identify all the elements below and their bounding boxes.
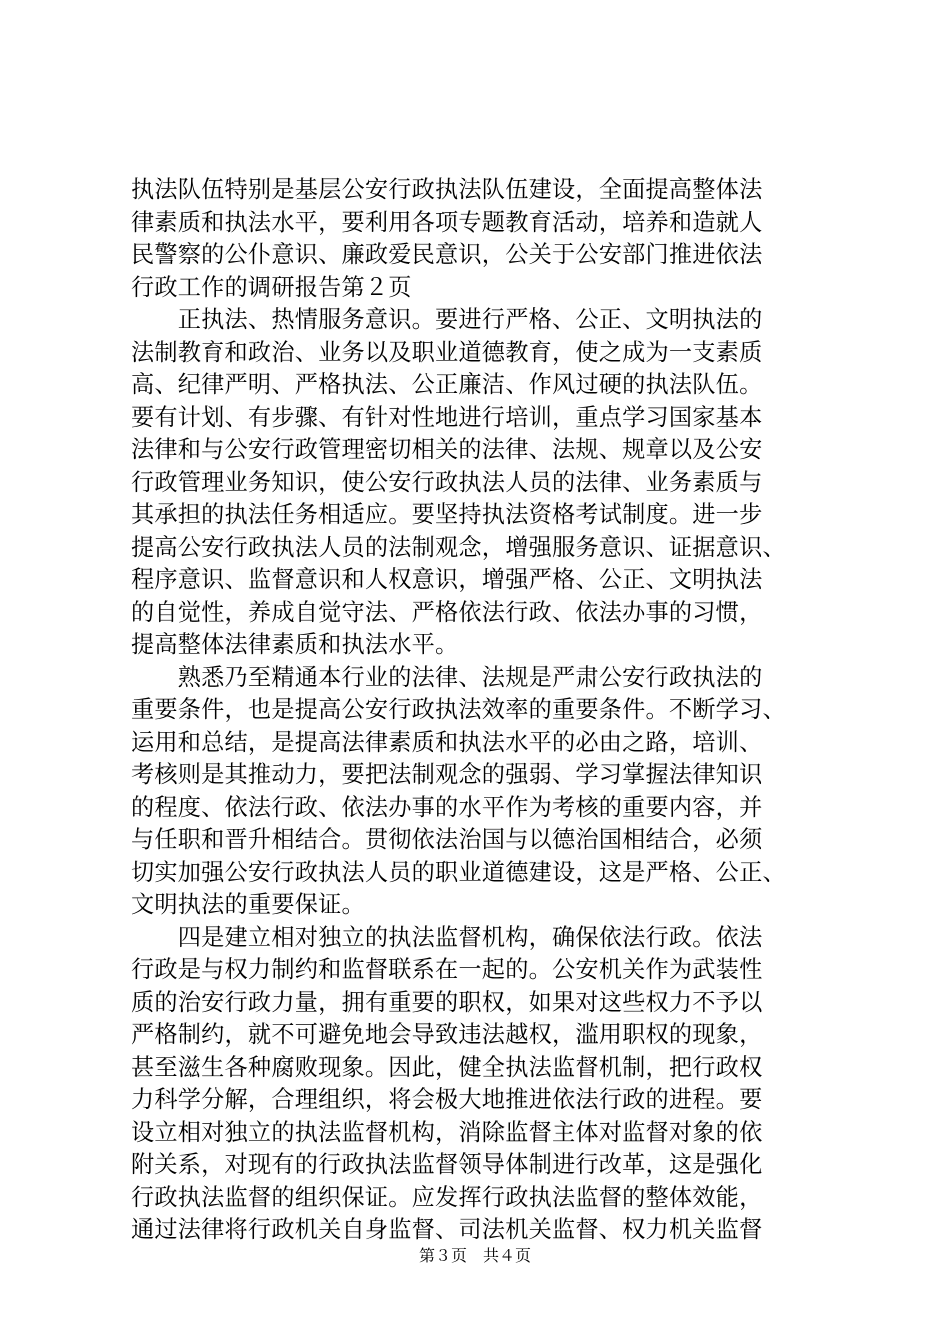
page-footer <box>0 1246 950 1266</box>
text-line: 提高整体法律素质和执法水平。 <box>131 631 459 658</box>
text-line: 运用和总结，是提高法律素质和执法水平的必由之路，培训、 <box>131 728 763 756</box>
text-line: 提高公安行政执法人员的法制观念，增强服务意识、证据意识、 <box>131 533 786 561</box>
text-line: 行政是与权力制约和监督联系在一起的。公安机关作为武装性 <box>131 956 763 983</box>
text-line: 法制教育和政治、业务以及职业道德教育，使之成为一支素质 <box>131 338 763 366</box>
text-line: 律素质和执法水平，要利用各项专题教育活动，培养和造就人 <box>131 208 763 236</box>
text-line: 执法队伍特别是基层公安行政执法队伍建设，全面提高整体法 <box>131 176 763 203</box>
text-line: 甚至滋生各种腐败现象。因此，健全执法监督机制，把行政权 <box>131 1053 763 1081</box>
text-line: 附关系，对现有的行政执法监督领导体制进行改革，这是强化 <box>131 1151 763 1178</box>
text-line: 其承担的执法任务相适应。要坚持执法资格考试制度。进一步 <box>131 501 763 528</box>
text-line: 行政管理业务知识，使公安行政执法人员的法律、业务素质与 <box>131 468 763 496</box>
text-line: 质的治安行政力量，拥有重要的职权，如果对这些权力不予以 <box>131 988 763 1016</box>
text-line: 文明执法的重要保证。 <box>131 891 365 918</box>
text-line: 要有计划、有步骤、有针对性地进行培训，重点学习国家基本 <box>131 403 763 431</box>
text-line: 考核则是其推动力，要把法制观念的强弱、学习掌握法律知识 <box>131 761 763 788</box>
text-line: 的程度、依法行政、依法办事的水平作为考核的重要内容，并 <box>131 793 763 821</box>
text-line: 法律和与公安行政管理密切相关的法律、法规、规章以及公安 <box>131 436 763 463</box>
text-line: 程序意识、监督意识和人权意识，增强严格、公正、文明执法 <box>131 566 763 593</box>
text-line: 民警察的公仆意识、廉政爱民意识，公关于公安部门推进依法 <box>131 241 763 268</box>
text-line: 通过法律将行政机关自身监督、司法机关监督、权力机关监督 <box>131 1216 763 1243</box>
text-line: 熟悉乃至精通本行业的法律、法规是严肃公安行政执法的 <box>131 663 763 691</box>
document-body <box>131 174 831 1247</box>
text-line: 正执法、热情服务意识。要进行严格、公正、文明执法的 <box>131 306 763 333</box>
text-line: 切实加强公安行政执法人员的职业道德建设，这是严格、公正、 <box>131 858 786 886</box>
text-line: 的自觉性，养成自觉守法、严格依法行政、依法办事的习惯， <box>131 598 763 626</box>
text-line: 严格制约，就不可避免地会导致违法越权，滥用职权的现象， <box>131 1021 763 1048</box>
text-line: 行政工作的调研报告第２页 <box>131 273 412 301</box>
text-line: 行政执法监督的组织保证。应发挥行政执法监督的整体效能， <box>131 1183 763 1211</box>
text-line: 重要条件，也是提高公安行政执法效率的重要条件。不断学习、 <box>131 696 786 723</box>
text-line: 四是建立相对独立的执法监督机构，确保依法行政。依法 <box>131 923 763 951</box>
text-line: 力科学分解，合理组织，将会极大地推进依法行政的进程。要 <box>131 1086 763 1113</box>
text-line: 设立相对独立的执法监督机构，消除监督主体对监督对象的依 <box>131 1118 763 1146</box>
text-line: 高、纪律严明、严格执法、公正廉洁、作风过硬的执法队伍。 <box>131 371 763 398</box>
text-line: 与任职和晋升相结合。贯彻依法治国与以德治国相结合，必须 <box>131 826 763 853</box>
page-number-label: 第３页 共４页 <box>418 1246 531 1265</box>
